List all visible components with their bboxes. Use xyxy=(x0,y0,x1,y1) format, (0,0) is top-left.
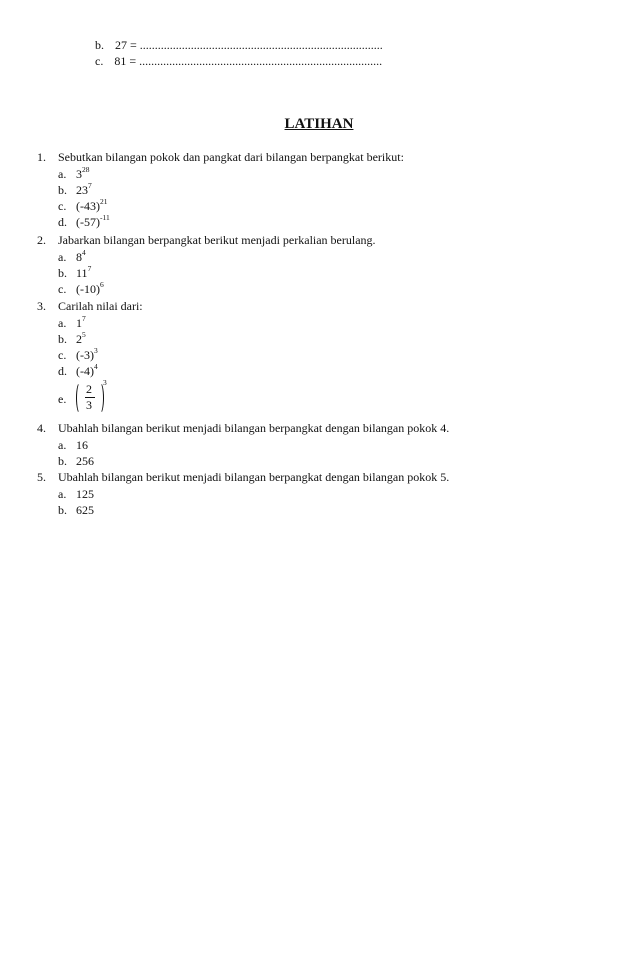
power-exponent: 7 xyxy=(87,264,92,273)
question-number: 5. xyxy=(37,470,46,484)
power-base: 23 xyxy=(76,183,88,197)
power-exponent: 6 xyxy=(100,280,104,289)
power-exponent: 28 xyxy=(82,165,90,174)
item-label: e. xyxy=(58,392,67,406)
power-base: (-10) xyxy=(76,282,100,296)
item-label: c. xyxy=(58,348,67,362)
item-label: a. xyxy=(58,438,67,452)
item-label: b. xyxy=(58,332,67,346)
power-expression xyxy=(76,316,86,330)
power-base: (-3) xyxy=(76,348,94,362)
question-text: Ubahlah bilangan berikut menjadi bilangan berpangkat dengan bilangan pokok 5. xyxy=(58,470,450,484)
power-expression xyxy=(76,282,104,296)
top-item-label: c. xyxy=(95,54,104,68)
power-base: 11 xyxy=(76,266,88,280)
top-item-label: b. xyxy=(95,38,104,52)
top-item-b xyxy=(95,38,383,52)
item-label: b. xyxy=(58,503,67,517)
question-number: 1. xyxy=(37,150,46,164)
item-label: a. xyxy=(58,487,67,501)
fraction-power xyxy=(76,380,116,416)
top-item-text: 27 = ................................................................................. xyxy=(115,38,383,52)
power-base: 1 xyxy=(76,316,82,330)
power-expression xyxy=(76,364,98,378)
power-exponent: 21 xyxy=(100,197,108,206)
left-paren xyxy=(76,382,84,414)
item-label: a. xyxy=(58,250,67,264)
question-number: 4. xyxy=(37,421,46,435)
power-base: 3 xyxy=(76,167,82,181)
question-text: Carilah nilai dari: xyxy=(58,299,143,313)
power-base: (-4) xyxy=(76,364,94,378)
question-text: Sebutkan bilangan pokok dan pangkat dari bilangan berpangkat berikut: xyxy=(58,150,404,164)
power-base: (-43) xyxy=(76,199,100,213)
power-expression xyxy=(76,250,86,264)
item-label: d. xyxy=(58,364,67,378)
power-exponent: 3 xyxy=(94,346,98,355)
section-title xyxy=(0,116,638,133)
fraction-denominator: 3 xyxy=(86,398,92,412)
item-label: b. xyxy=(58,266,67,280)
power-expression xyxy=(76,183,92,197)
item-label: c. xyxy=(58,199,67,213)
item-value: 16 xyxy=(76,438,88,452)
power-base: 8 xyxy=(76,250,82,264)
power-expression xyxy=(76,167,90,181)
power-base: (-57) xyxy=(76,215,100,229)
power-expression xyxy=(76,199,108,213)
power-base: 2 xyxy=(76,332,82,346)
power-exponent: -11 xyxy=(100,213,110,222)
item-label: b. xyxy=(58,454,67,468)
question-number: 3. xyxy=(37,299,46,313)
power-expression xyxy=(76,348,98,362)
top-item-c xyxy=(95,54,382,68)
power-exponent: 5 xyxy=(82,330,86,339)
fraction-numerator: 2 xyxy=(86,382,92,396)
top-item-text: 81 = ................................................................................. xyxy=(114,54,383,68)
item-label: c. xyxy=(58,282,67,296)
question-number: 2. xyxy=(37,233,46,247)
item-label: d. xyxy=(58,215,67,229)
power-exponent: 4 xyxy=(94,362,98,371)
item-value: 625 xyxy=(76,503,94,517)
item-value: 256 xyxy=(76,454,94,468)
power-exponent: 7 xyxy=(82,314,86,323)
question-text: Ubahlah bilangan berikut menjadi bilangan berpangkat dengan bilangan pokok 4. xyxy=(58,421,450,435)
power-expression xyxy=(76,215,110,229)
item-label: a. xyxy=(58,167,67,181)
power-expression xyxy=(76,332,86,346)
item-label: b. xyxy=(58,183,67,197)
power-exponent: 3 xyxy=(103,378,107,387)
item-value: 125 xyxy=(76,487,94,501)
item-label: a. xyxy=(58,316,67,330)
power-exponent: 7 xyxy=(88,181,92,190)
power-expression xyxy=(76,266,91,280)
power-exponent: 4 xyxy=(82,248,86,257)
section-title-text: LATIHAN xyxy=(284,116,354,132)
question-text: Jabarkan bilangan berpangkat berikut menjadi perkalian berulang. xyxy=(58,233,376,247)
